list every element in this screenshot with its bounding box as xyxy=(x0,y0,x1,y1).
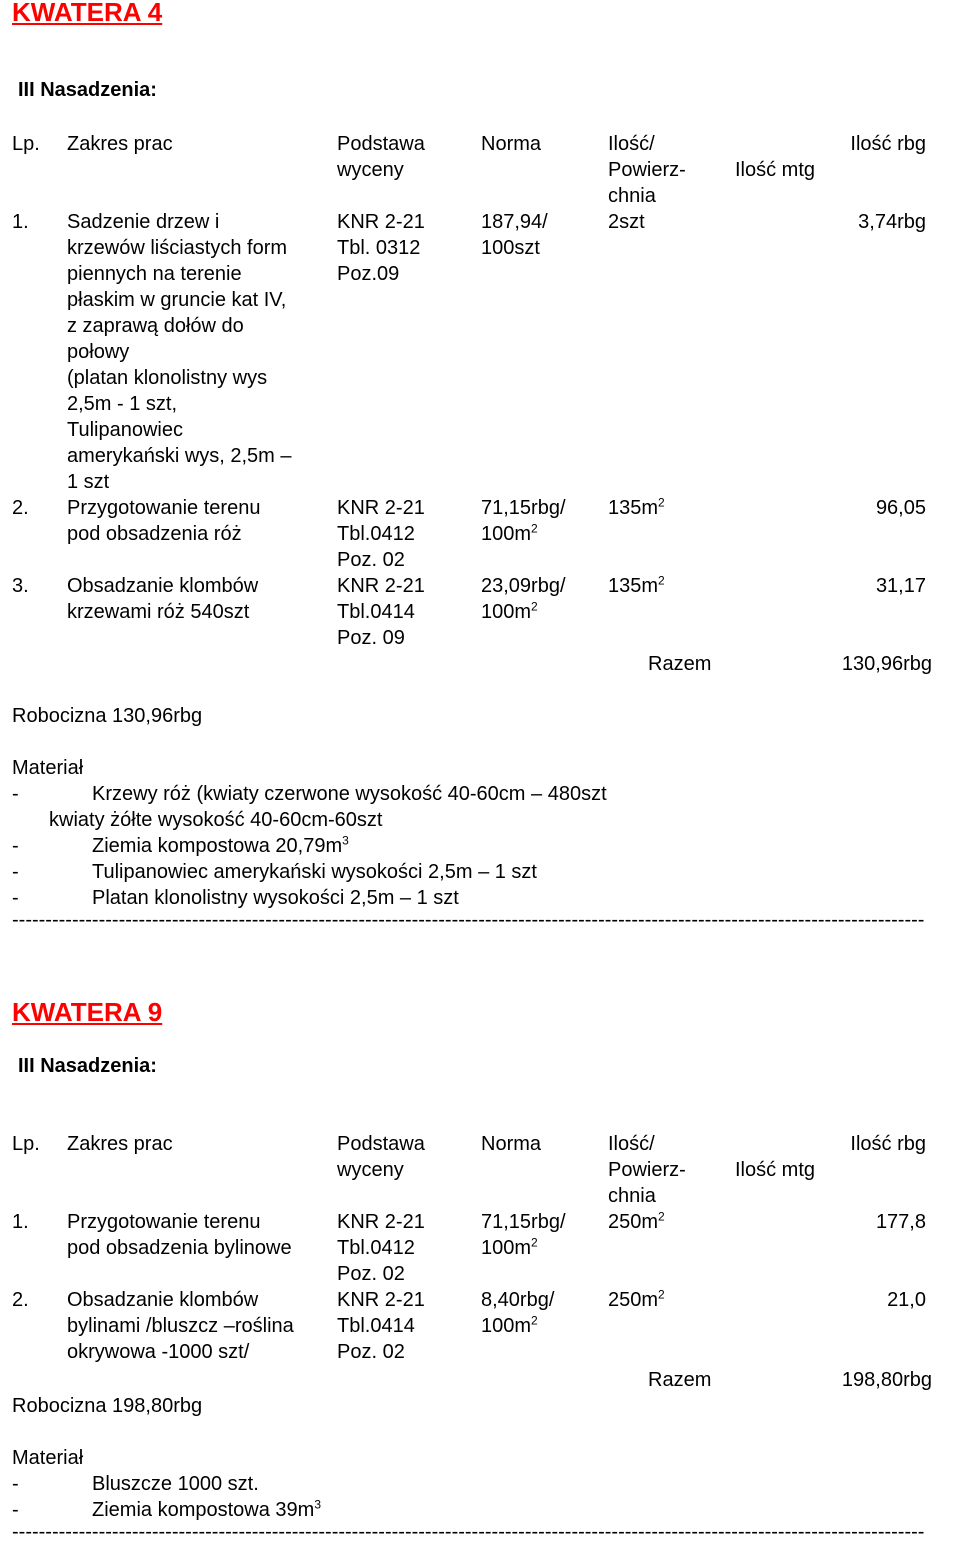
row-podstawa: Poz. 02 xyxy=(337,1341,405,1363)
col-header-mtg: Ilość mtg xyxy=(735,159,816,181)
row-podstawa: Tbl.0414 xyxy=(337,1315,415,1337)
col-header-ilosc-1: Ilość/ xyxy=(608,1133,655,1155)
row-norma: 71,15rbg/ xyxy=(481,1211,566,1233)
row-podstawa: KNR 2-21 xyxy=(337,497,425,519)
row-zakres-line: okrywowa -1000 szt/ xyxy=(67,1341,250,1363)
row-zakres-line: połowy xyxy=(67,341,130,363)
material-item: Krzewy róż (kwiaty czerwone wysokość 40-60cm – 480szt xyxy=(92,783,607,805)
material-dash: - xyxy=(12,1473,19,1495)
row-ilosc: $250m^2$ xyxy=(608,1287,665,1311)
section-subtitle: III Nasadzenia: xyxy=(18,1055,157,1077)
col-header-zakres: Zakres prac xyxy=(67,133,173,155)
row-rbg: 177,8 xyxy=(875,1211,926,1233)
row-podstawa: Poz. 09 xyxy=(337,627,405,649)
col-header-ilosc-2: Powierz- xyxy=(608,159,686,181)
row-zakres-line: Obsadzanie klombów xyxy=(67,1289,259,1311)
row-norma: 71,15rbg/ xyxy=(481,497,566,519)
section-title: KWATERA 4 xyxy=(12,0,163,27)
robocizna-text: Robocizna 198,80rbg xyxy=(12,1395,203,1417)
row-zakres-line: 1 szt xyxy=(67,471,110,493)
razem-value: 198,80rbg xyxy=(841,1369,932,1391)
col-header-podstawa-1: Podstawa xyxy=(337,1133,425,1155)
material-item: kwiaty żółte wysokość 40-60cm-60szt xyxy=(49,809,383,831)
col-header-rbg: Ilość rbg xyxy=(850,133,926,155)
row-zakres-line: piennych na terenie xyxy=(67,263,242,285)
row-norma: $100m^2$ xyxy=(481,599,538,623)
col-header-mtg: Ilość mtg xyxy=(735,1159,816,1181)
col-header-ilosc-3: chnia xyxy=(608,1185,656,1207)
row-ilosc: $250m^2$ xyxy=(608,1209,665,1233)
material-dash: - xyxy=(12,1499,19,1521)
material-dash: - xyxy=(12,861,19,883)
row-zakres-line: Przygotowanie terenu xyxy=(67,1211,261,1233)
row-norma: $100m^2$ xyxy=(481,1313,538,1337)
row-zakres-line: krzewami róż 540szt xyxy=(67,601,250,623)
material-item: Bluszcze 1000 szt. xyxy=(92,1473,259,1495)
material-dash: - xyxy=(12,783,19,805)
material-item: Platan klonolistny wysokości 2,5m – 1 szt xyxy=(92,887,459,909)
separator-line: ----------------------------------------------------------------------------------------------------------------------------------------- xyxy=(12,909,925,931)
section-title: KWATERA 9 xyxy=(12,997,163,1027)
razem-label: Razem xyxy=(648,1369,712,1391)
material-item: Ziemia kompostowa $20,79m^3$ xyxy=(92,833,349,857)
row-zakres-line: pod obsadzenia róż xyxy=(67,523,242,545)
material-dash: - xyxy=(12,887,19,909)
material-label: Materiał xyxy=(12,1447,84,1469)
row-zakres-line: bylinami /bluszcz –roślina xyxy=(67,1315,294,1337)
row-podstawa: KNR 2-21 xyxy=(337,211,425,233)
section-subtitle: III Nasadzenia: xyxy=(18,79,157,101)
material-item: Tulipanowiec amerykański wysokości 2,5m – 1 szt xyxy=(92,861,537,883)
row-lp: 3. xyxy=(12,575,29,597)
row-podstawa: Tbl.0412 xyxy=(337,1237,415,1259)
row-lp: 1. xyxy=(12,1211,29,1233)
row-zakres-line: pod obsadzenia bylinowe xyxy=(67,1237,292,1259)
razem-label: Razem xyxy=(648,653,712,675)
row-zakres-line: (platan klonolistny wys xyxy=(67,367,268,389)
row-podstawa: Poz. 02 xyxy=(337,549,405,571)
row-rbg: 3,74rbg xyxy=(858,211,926,233)
material-item: Ziemia kompostowa $39m^3$ xyxy=(92,1497,321,1521)
robocizna-text: Robocizna 130,96rbg xyxy=(12,705,203,727)
row-norma: 100szt xyxy=(481,237,540,259)
row-zakres-line: 2,5m - 1 szt, xyxy=(67,393,178,415)
row-lp: 2. xyxy=(12,497,29,519)
col-header-ilosc-2: Powierz- xyxy=(608,1159,686,1181)
row-zakres-line: Przygotowanie terenu xyxy=(67,497,261,519)
row-lp: 2. xyxy=(12,1289,29,1311)
row-podstawa: Poz.09 xyxy=(337,263,400,285)
col-header-norma: Norma xyxy=(481,1133,542,1155)
row-podstawa: Poz. 02 xyxy=(337,1263,405,1285)
row-ilosc: 2szt xyxy=(608,211,645,233)
col-header-lp: Lp. xyxy=(12,133,40,155)
row-norma: $100m^2$ xyxy=(481,521,538,545)
col-header-norma: Norma xyxy=(481,133,542,155)
row-rbg: 21,0 xyxy=(887,1289,926,1311)
col-header-lp: Lp. xyxy=(12,1133,40,1155)
row-rbg: 96,05 xyxy=(875,497,926,519)
row-ilosc: $135m^2$ xyxy=(608,495,665,519)
row-zakres-line: z zaprawą dołów do xyxy=(67,315,244,337)
row-podstawa: Tbl. 0312 xyxy=(337,237,421,259)
col-header-zakres: Zakres prac xyxy=(67,1133,173,1155)
row-zakres-line: Tulipanowiec xyxy=(67,419,183,441)
row-podstawa: Tbl.0414 xyxy=(337,601,415,623)
row-zakres-line: krzewów liściastych form xyxy=(67,237,288,259)
col-header-podstawa-2: wyceny xyxy=(337,1159,404,1181)
material-label: Materiał xyxy=(12,757,84,779)
row-podstawa: KNR 2-21 xyxy=(337,1289,425,1311)
material-dash: - xyxy=(12,835,19,857)
row-ilosc: $135m^2$ xyxy=(608,573,665,597)
row-rbg: 31,17 xyxy=(875,575,926,597)
row-podstawa: Tbl.0412 xyxy=(337,523,415,545)
col-header-ilosc-3: chnia xyxy=(608,185,656,207)
razem-value: 130,96rbg xyxy=(841,653,932,675)
separator-line: ----------------------------------------------------------------------------------------------------------------------------------------- xyxy=(12,1521,925,1543)
row-podstawa: KNR 2-21 xyxy=(337,1211,425,1233)
row-norma: $100m^2$ xyxy=(481,1235,538,1259)
row-zakres-line: amerykański wys, 2,5m – xyxy=(67,445,292,467)
row-zakres-line: płaskim w gruncie kat IV, xyxy=(67,289,287,311)
row-zakres-line: Sadzenie drzew i xyxy=(67,211,220,233)
row-norma: 23,09rbg/ xyxy=(481,575,566,597)
col-header-podstawa-2: wyceny xyxy=(337,159,404,181)
row-lp: 1. xyxy=(12,211,29,233)
row-zakres-line: Obsadzanie klombów xyxy=(67,575,259,597)
row-norma: 187,94/ xyxy=(481,211,548,233)
col-header-ilosc-1: Ilość/ xyxy=(608,133,655,155)
col-header-podstawa-1: Podstawa xyxy=(337,133,425,155)
col-header-rbg: Ilość rbg xyxy=(850,1133,926,1155)
row-norma: 8,40rbg/ xyxy=(481,1289,555,1311)
row-podstawa: KNR 2-21 xyxy=(337,575,425,597)
